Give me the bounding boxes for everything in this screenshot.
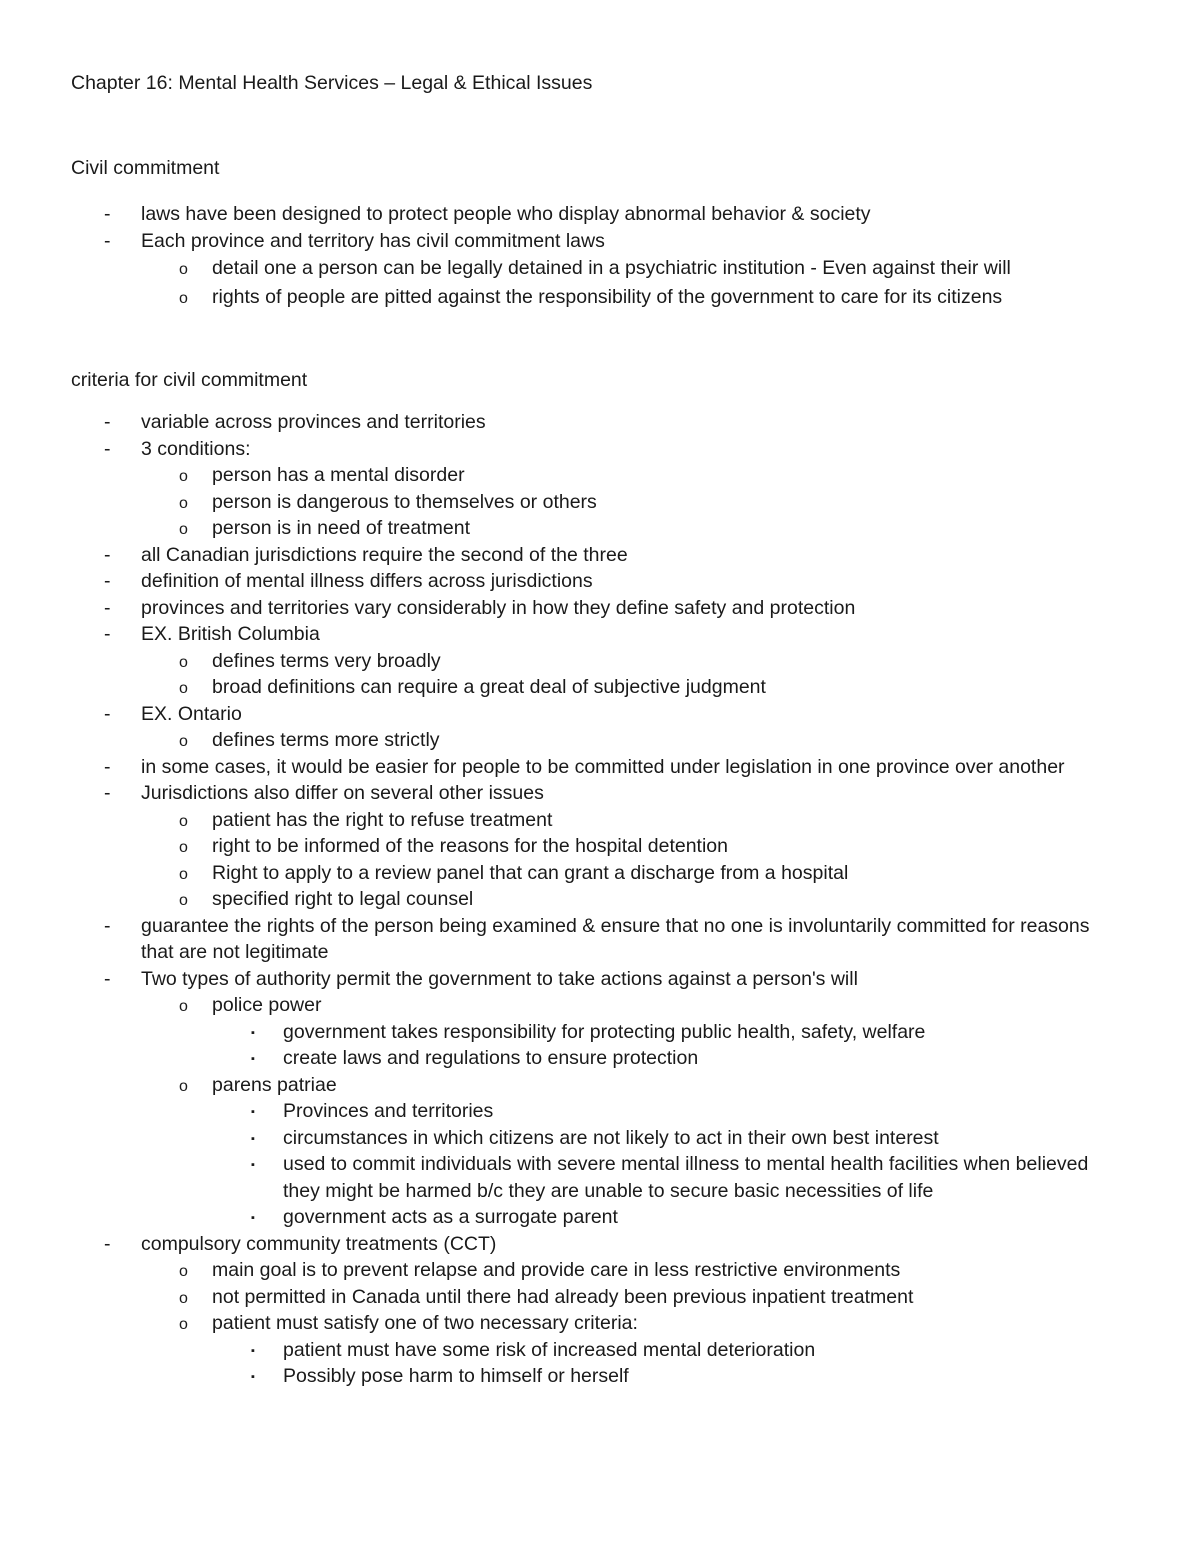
list-item [0, 254, 1200, 283]
list-item-text: used to commit individuals with severe mental illness to mental health facilities when believed they might be harmed b/c they are unable to secure basic necessities of life [283, 1153, 1089, 1202]
dash-bullet-icon: - [104, 623, 111, 645]
bullet-list [0, 409, 1200, 1390]
list-item [0, 489, 1200, 516]
list-item-text: defines terms very broadly [212, 649, 441, 672]
circle-bullet-icon: o [179, 865, 188, 883]
circle-bullet-icon: o [179, 653, 188, 671]
list-item [0, 1231, 1200, 1258]
circle-bullet-icon: o [179, 892, 188, 909]
list-item [0, 595, 1200, 622]
list-item-text: EX. British Columbia [141, 623, 320, 645]
list-item [0, 1284, 1200, 1311]
list-item [0, 807, 1200, 834]
list-item [0, 886, 1200, 913]
section-criteria-for-civil-commitment [0, 367, 1200, 1390]
list-item [0, 1151, 1200, 1204]
list-item-text: compulsory community treatments (CCT) [141, 1232, 497, 1255]
square-bullet-icon: ▪ [251, 1344, 255, 1357]
list-item-text: Provinces and territories [283, 1100, 494, 1122]
bullet-list [0, 201, 1200, 311]
circle-bullet-icon: o [179, 680, 188, 697]
list-item [0, 1363, 1200, 1390]
list-item-text: person is in need of treatment [212, 517, 470, 539]
circle-bullet-icon: o [179, 494, 188, 512]
list-item-text: variable across provinces and territories [141, 411, 486, 433]
circle-bullet-icon: o [179, 812, 188, 830]
square-bullet-icon: ▪ [251, 1132, 255, 1145]
list-item [0, 913, 1200, 966]
list-item-text: Two types of authority permit the government to take actions against a person's will [141, 967, 858, 990]
list-item [0, 515, 1200, 542]
list-item [0, 1204, 1200, 1231]
list-item [0, 1257, 1200, 1284]
list-item-text: detail one a person can be legally detained in a psychiatric institution - Even against their will [212, 257, 1011, 279]
section-heading: criteria for civil commitment [71, 369, 308, 391]
dash-bullet-icon: - [104, 1232, 111, 1255]
list-item-text: Right to apply to a review panel that can grant a discharge from a hospital [212, 861, 849, 884]
list-item [0, 1125, 1200, 1152]
dash-bullet-icon: - [104, 914, 111, 937]
list-item-text: parens patriae [212, 1073, 337, 1096]
dash-bullet-icon: - [104, 203, 111, 225]
list-item-text: rights of people are pitted against the responsibility of the government to care for its citizens [212, 285, 1003, 308]
list-item-text: broad definitions can require a great deal of subjective judgment [212, 676, 766, 698]
square-bullet-icon: ▪ [251, 1026, 255, 1039]
list-item [0, 462, 1200, 489]
list-item [0, 966, 1200, 993]
list-item-text: police power [212, 994, 322, 1016]
list-item [0, 1072, 1200, 1099]
list-item-text: 3 conditions: [141, 437, 251, 460]
list-item-text: circumstances in which citizens are not likely to act in their own best interest [283, 1126, 939, 1149]
circle-bullet-icon: o [179, 1289, 188, 1307]
list-item [0, 754, 1200, 781]
square-bullet-icon: ▪ [251, 1212, 255, 1224]
list-item-text: guarantee the rights of the person being examined & ensure that no one is involuntarily committed for reasons that are not legitimate [141, 914, 1090, 963]
list-item-text: defines terms more strictly [212, 729, 440, 751]
list-item [0, 674, 1200, 701]
square-bullet-icon: ▪ [251, 1053, 255, 1065]
list-item [0, 1310, 1200, 1337]
list-item [0, 701, 1200, 728]
dash-bullet-icon: - [104, 411, 111, 433]
list-item-text: all Canadian jurisdictions require the second of the three [141, 543, 628, 566]
list-item [0, 1098, 1200, 1125]
section-heading: Civil commitment [71, 157, 220, 179]
circle-bullet-icon: o [179, 733, 188, 750]
dash-bullet-icon: - [104, 782, 111, 804]
list-item-text: specified right to legal counsel [212, 888, 474, 910]
dash-bullet-icon: - [104, 543, 111, 566]
list-item-text: create laws and regulations to ensure protection [283, 1047, 699, 1069]
list-item-text: Jurisdictions also differ on several other issues [141, 782, 544, 804]
dash-bullet-icon: - [104, 437, 111, 460]
list-item [0, 727, 1200, 754]
list-item-text: right to be informed of the reasons for the hospital detention [212, 835, 728, 857]
list-item-text: main goal is to prevent relapse and provide care in less restrictive environments [212, 1259, 901, 1281]
list-item-text: government takes responsibility for protecting public health, safety, welfare [283, 1020, 926, 1043]
circle-bullet-icon: o [179, 468, 188, 485]
circle-bullet-icon: o [179, 261, 188, 278]
dash-bullet-icon: - [104, 596, 111, 619]
list-item [0, 228, 1200, 255]
list-item-text: Each province and territory has civil commitment laws [141, 229, 605, 252]
circle-bullet-icon: o [179, 1316, 188, 1333]
square-bullet-icon: ▪ [251, 1159, 255, 1171]
square-bullet-icon: ▪ [251, 1106, 255, 1118]
list-item-text: government acts as a surrogate parent [283, 1206, 618, 1228]
dash-bullet-icon: - [104, 755, 111, 778]
circle-bullet-icon: o [179, 521, 188, 538]
list-item-text: laws have been designed to protect people who display abnormal behavior & society [141, 203, 871, 225]
list-item-text: not permitted in Canada until there had already been previous inpatient treatment [212, 1285, 914, 1308]
list-item-text: definition of mental illness differs across jurisdictions [141, 570, 593, 592]
circle-bullet-icon: o [179, 839, 188, 856]
list-item-text: provinces and territories vary considerably in how they define safety and protection [141, 596, 856, 619]
list-item [0, 568, 1200, 595]
dash-bullet-icon: - [104, 570, 111, 592]
section-civil-commitment [0, 155, 1200, 311]
circle-bullet-icon: o [179, 998, 188, 1015]
page-title: Chapter 16: Mental Health Services – Legal & Ethical Issues [71, 72, 593, 94]
list-item [0, 1045, 1200, 1072]
list-item [0, 542, 1200, 569]
dash-bullet-icon: - [104, 229, 111, 252]
circle-bullet-icon: o [179, 1263, 188, 1280]
list-item [0, 1337, 1200, 1364]
list-item [0, 409, 1200, 436]
list-item-text: patient must have some risk of increased mental deterioration [283, 1338, 816, 1361]
list-item [0, 860, 1200, 887]
circle-bullet-icon: o [179, 289, 188, 307]
list-item [0, 201, 1200, 228]
list-item-text: patient has the right to refuse treatment [212, 808, 553, 831]
list-item [0, 1019, 1200, 1046]
list-item-text: Possibly pose harm to himself or herself [283, 1365, 629, 1387]
list-item [0, 992, 1200, 1019]
list-item [0, 283, 1200, 312]
list-item [0, 648, 1200, 675]
list-item-text: person has a mental disorder [212, 464, 465, 486]
square-bullet-icon: ▪ [251, 1371, 255, 1383]
list-item [0, 436, 1200, 463]
circle-bullet-icon: o [179, 1077, 188, 1095]
list-item-text: in some cases, it would be easier for people to be committed under legislation in one province over another [141, 755, 1065, 778]
dash-bullet-icon: - [104, 702, 111, 725]
list-item-text: person is dangerous to themselves or others [212, 490, 597, 513]
list-item-text: patient must satisfy one of two necessary criteria: [212, 1312, 638, 1334]
list-item-text: EX. Ontario [141, 702, 242, 725]
list-item [0, 833, 1200, 860]
dash-bullet-icon: - [104, 967, 111, 990]
list-item [0, 621, 1200, 648]
list-item [0, 780, 1200, 807]
